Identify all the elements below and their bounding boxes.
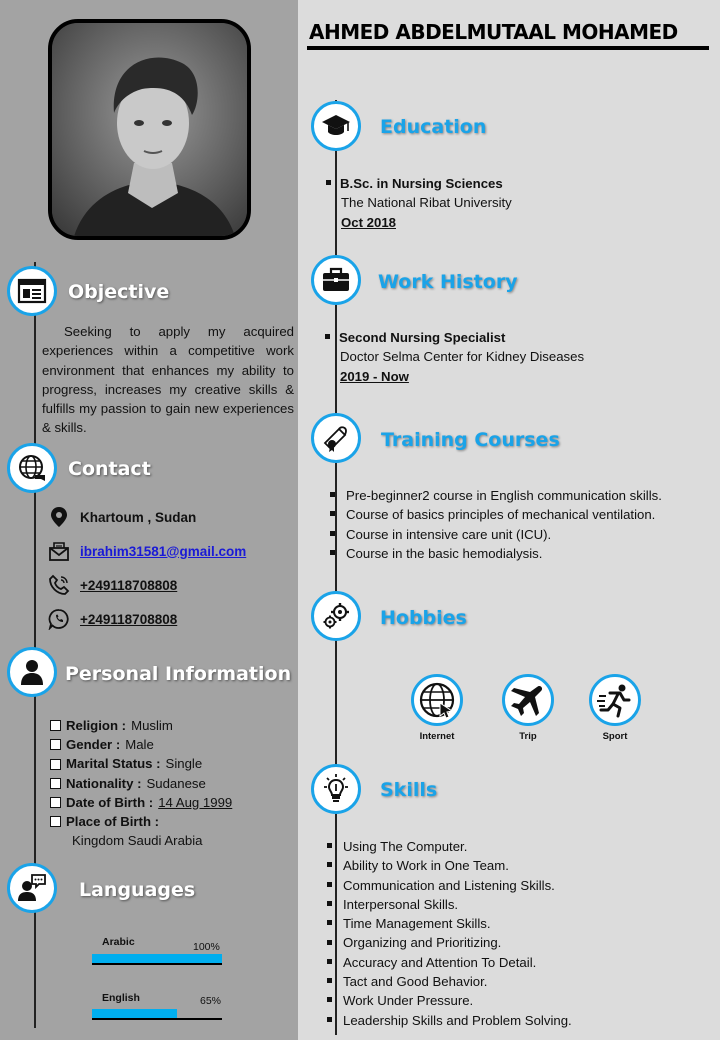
- education-entry: B.Sc. in Nursing Sciences The National Ribat University Oct 2018: [326, 174, 512, 232]
- work-icon-circle: [311, 255, 361, 305]
- contact-location: Khartoum , Sudan: [48, 506, 196, 528]
- newspaper-icon: [17, 276, 47, 306]
- candidate-name: AHMED ABDELMUTAAL MOHAMED: [309, 20, 678, 44]
- hobby-trip: Trip: [493, 674, 563, 742]
- contact-email[interactable]: [48, 540, 246, 562]
- checkbox-icon: [50, 739, 61, 750]
- speaking-person-icon: [17, 873, 47, 903]
- language-arabic-label: Arabic: [102, 936, 135, 948]
- skill-item: Ability to Work in One Team.: [327, 856, 572, 875]
- objective-heading: Objective: [68, 281, 170, 303]
- education-heading: Education: [380, 116, 487, 138]
- objective-text: Seeking to apply my acquired experiences within a competitive work environment that enhances my ability to progress, increases my creative skills & fulfills my passion to gain new experiences & skills.: [42, 324, 294, 436]
- email-link[interactable]: ibrahim31581@gmail.com: [80, 543, 247, 559]
- language-arabic-bar: [92, 954, 222, 965]
- training-item: Course in intensive care unit (ICU).: [330, 525, 662, 544]
- skills-list: [327, 837, 572, 1030]
- hobby-internet: Internet: [402, 674, 472, 742]
- work-entry: Second Nursing Specialist Doctor Selma Center for Kidney Diseases 2019 - Now: [325, 328, 584, 386]
- objective-icon-circle: [7, 266, 57, 316]
- gears-icon: [321, 601, 351, 631]
- checkbox-icon: [50, 759, 61, 770]
- name-underline: [307, 46, 709, 50]
- personal-birthplace-value: Kingdom Saudi Arabia: [72, 833, 203, 849]
- personal-heading: Personal Information: [65, 663, 292, 685]
- language-arabic-percent: 100%: [193, 941, 220, 953]
- personal-nationality: Nationality : Sudanese: [50, 774, 232, 793]
- training-icon-circle: [311, 413, 361, 463]
- personal-date-of-birth: Date of Birth : 14 Aug 1999: [50, 793, 232, 812]
- whatsapp-icon: [48, 608, 70, 630]
- skill-item: Leadership Skills and Problem Solving.: [327, 1011, 572, 1030]
- lightbulb-icon: [321, 774, 351, 804]
- contact-whatsapp[interactable]: +249118708808: [48, 608, 177, 630]
- contact-icon-circle: [7, 443, 57, 493]
- graduation-cap-icon: [321, 111, 351, 141]
- personal-icon-circle: [7, 647, 57, 697]
- language-english-bar-fill: [92, 1009, 177, 1018]
- personal-info-list: [50, 716, 232, 850]
- hobby-sport: Sport: [580, 674, 650, 742]
- work-heading: Work History: [378, 271, 518, 293]
- skill-item: Interpersonal Skills.: [327, 895, 572, 914]
- portrait-image: [52, 23, 251, 240]
- skill-item: Accuracy and Attention To Detail.: [327, 953, 572, 972]
- bullet-icon: [326, 180, 331, 185]
- profile-photo: [48, 19, 251, 240]
- language-english-label: English: [102, 992, 140, 1004]
- personal-marital-status: Marital Status : Single: [50, 754, 232, 773]
- skill-item: Work Under Pressure.: [327, 991, 572, 1010]
- checkbox-icon: [50, 797, 61, 808]
- training-item: Pre-beginner2 course in English communication skills.: [330, 486, 662, 505]
- airplane-icon: [509, 681, 547, 719]
- skills-icon-circle: [311, 764, 361, 814]
- checkbox-icon: [50, 778, 61, 789]
- location-pin-icon: [48, 506, 70, 528]
- language-english-bar: [92, 1009, 222, 1020]
- hobbies-heading: Hobbies: [380, 607, 467, 629]
- skill-item: Organizing and Prioritizing.: [327, 933, 572, 952]
- language-arabic-bar-fill: [92, 954, 222, 963]
- phone-icon: [48, 574, 70, 596]
- skills-heading: Skills: [380, 779, 438, 801]
- training-item: Course of basics principles of mechanical ventilation.: [330, 505, 662, 524]
- training-heading: Training Courses: [381, 429, 560, 451]
- diploma-icon: [321, 423, 351, 453]
- runner-icon: [596, 681, 634, 719]
- contact-phone[interactable]: +249118708808: [48, 574, 177, 596]
- skill-item: Using The Computer.: [327, 837, 572, 856]
- skill-item: Tact and Good Behavior.: [327, 972, 572, 991]
- personal-gender: Gender : Male: [50, 735, 232, 754]
- sidebar-timeline-line: [34, 262, 36, 1028]
- languages-icon-circle: [7, 863, 57, 913]
- training-item: Course in the basic hemodialysis.: [330, 544, 662, 563]
- bullet-icon: [325, 334, 330, 339]
- checkbox-icon: [50, 720, 61, 731]
- hobbies-icon-circle: [311, 591, 361, 641]
- briefcase-icon: [321, 265, 351, 295]
- training-list: [330, 486, 662, 563]
- checkbox-icon: [50, 816, 61, 827]
- email-icon: [48, 540, 70, 562]
- skill-item: Time Management Skills.: [327, 914, 572, 933]
- languages-heading: Languages: [79, 879, 196, 901]
- personal-religion: Religion : Muslim: [50, 716, 232, 735]
- education-icon-circle: [311, 101, 361, 151]
- globe-icon: [418, 681, 456, 719]
- person-icon: [17, 657, 47, 687]
- globe-chat-icon: [17, 453, 47, 483]
- language-english-percent: 65%: [200, 995, 222, 1007]
- contact-heading: Contact: [68, 458, 151, 480]
- personal-place-of-birth: Place of Birth :: [50, 812, 232, 831]
- skill-item: Communication and Listening Skills.: [327, 876, 572, 895]
